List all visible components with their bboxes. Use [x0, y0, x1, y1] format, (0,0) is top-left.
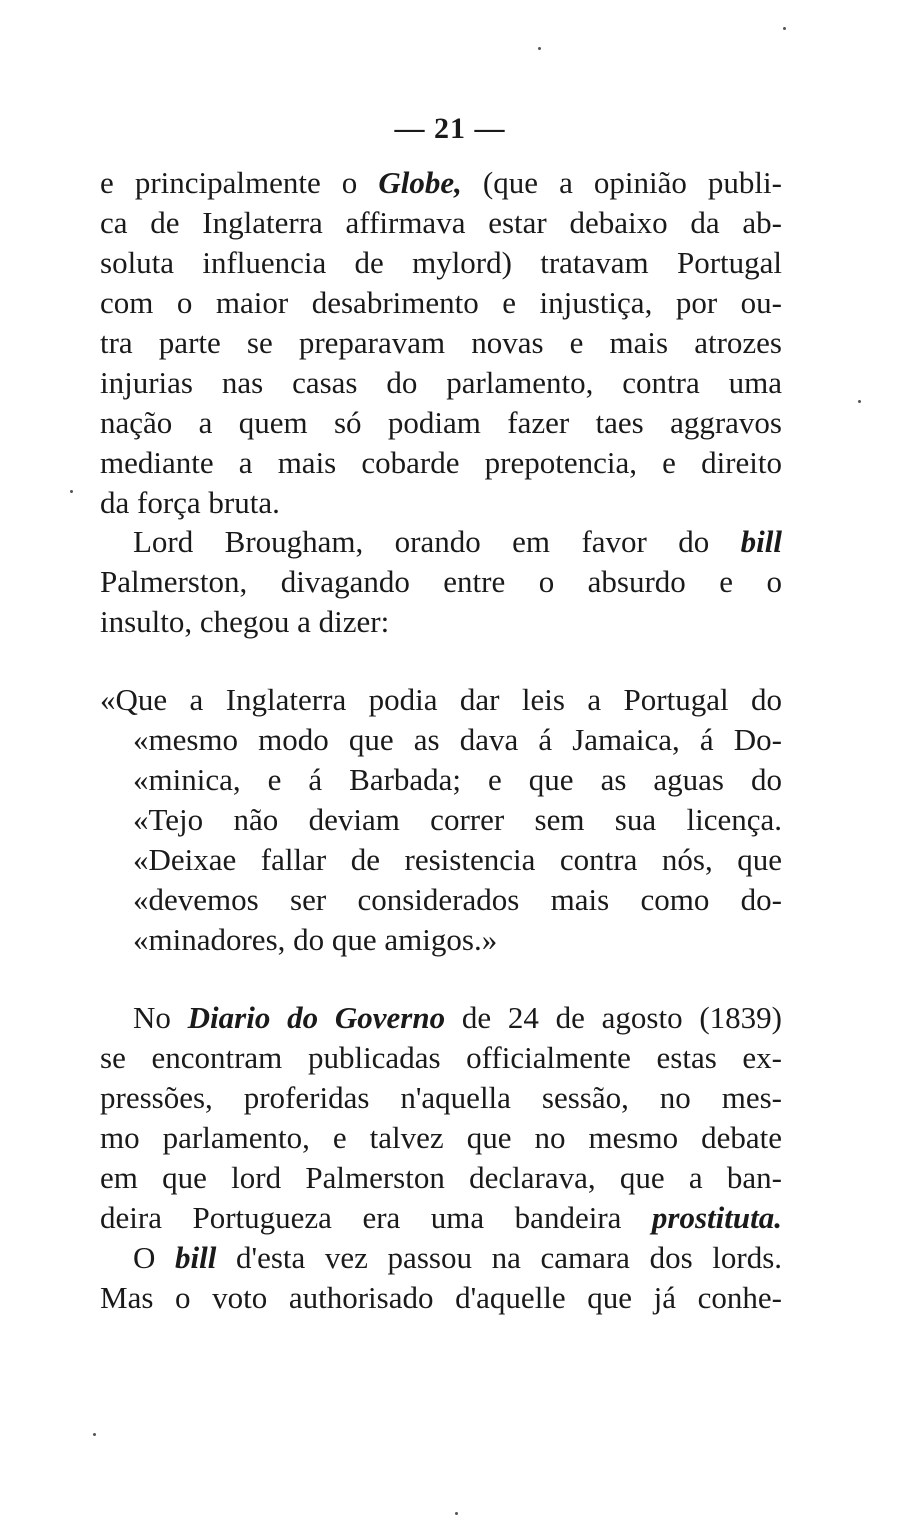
text-line: nação a quem só podiam fazer taes aggravos [100, 405, 782, 440]
text-line: mo parlamento, e talvez que no mesmo debate [100, 1120, 782, 1155]
scan-speck [783, 27, 786, 30]
text-line [100, 1198, 782, 1238]
quote-line: «Que a Inglaterra podia dar leis a Portugal do [100, 682, 782, 717]
scan-speck [538, 47, 541, 50]
italic-title: Globe, [378, 165, 462, 200]
text-line: tra parte se preparavam novas e mais atrozes [100, 325, 782, 360]
text-span: No [133, 1000, 188, 1035]
italic-term: prostituta. [651, 1200, 782, 1235]
text-line: em que lord Palmerston declarava, que a ban- [100, 1160, 782, 1195]
text-line: insulto, chegou a dizer: [100, 604, 390, 639]
text-line: ca de Inglaterra affirmava estar debaixo da ab- [100, 205, 782, 240]
italic-term: bill [175, 1240, 217, 1275]
text-line: da força bruta. [100, 485, 280, 520]
scan-speck [858, 400, 861, 403]
text-span: deira Portugueza era uma bandeira [100, 1200, 652, 1235]
quote-line: «minadores, do que amigos.» [133, 922, 498, 957]
text-line [133, 522, 782, 562]
text-line: pressões, proferidas n'aquella sessão, no mes- [100, 1080, 782, 1115]
quote-line: «minica, e á Barbada; e que as aguas do [133, 762, 782, 797]
text-line: mediante a mais cobarde prepotencia, e direito [100, 445, 782, 480]
text-line [100, 163, 782, 203]
text-line [133, 1238, 782, 1278]
italic-term: bill [740, 524, 782, 559]
text-line: Palmerston, divagando entre o absurdo e o [100, 564, 782, 599]
scan-speck [93, 1433, 96, 1436]
text-span: de 24 de agosto (1839) [445, 1000, 782, 1035]
scan-speck [70, 490, 73, 493]
text-span: (que a opinião publi- [461, 165, 782, 200]
quote-line: «mesmo modo que as dava á Jamaica, á Do- [133, 722, 782, 757]
quote-line: «Deixae fallar de resistencia contra nós, que [133, 842, 782, 877]
italic-title: Diario do Governo [187, 1000, 446, 1035]
text-span: Lord Brougham, orando em favor do [133, 524, 741, 559]
scan-speck [455, 1512, 458, 1515]
text-line: Mas o voto authorisado d'aquelle que já conhe- [100, 1280, 782, 1315]
text-line [133, 998, 782, 1038]
quote-line: «devemos ser considerados mais como do- [133, 882, 782, 917]
quote-line: «Tejo não deviam correr sem sua licença. [133, 802, 782, 837]
page-number: — 21 — [394, 112, 506, 145]
text-line: se encontram publicadas officialmente estas ex- [100, 1040, 782, 1075]
text-span: d'esta vez passou na camara dos lords. [216, 1240, 783, 1275]
text-line: soluta influencia de mylord) tratavam Portugal [100, 245, 782, 280]
text-line: injurias nas casas do parlamento, contra uma [100, 365, 782, 400]
text-line: com o maior desabrimento e injustiça, por ou- [100, 285, 782, 320]
text-span: O [133, 1240, 176, 1275]
text-span: e principalmente o [100, 165, 379, 200]
